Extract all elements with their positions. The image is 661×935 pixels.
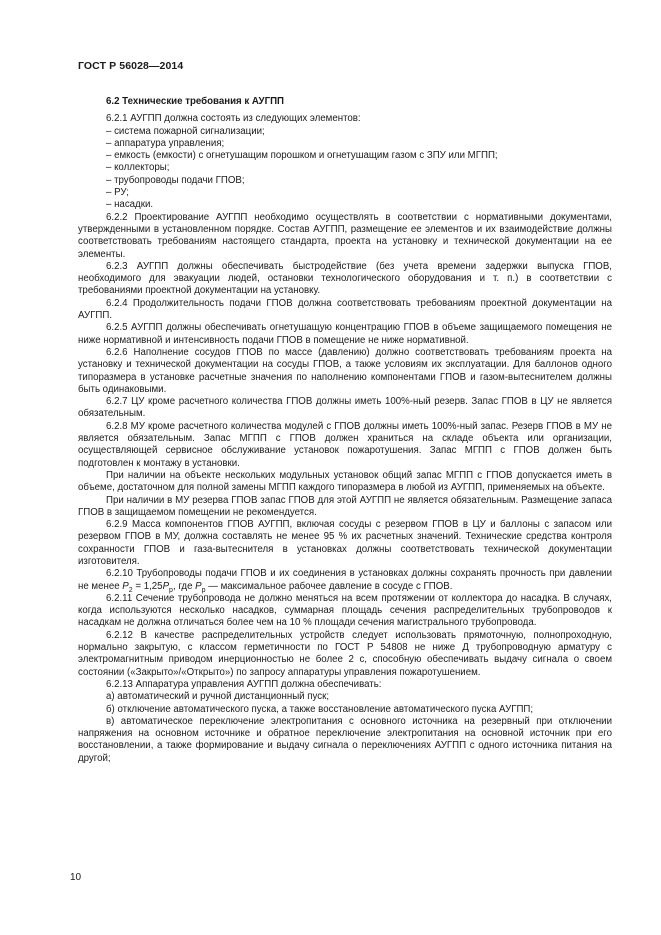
paragraph-6-2-13: 6.2.13 Аппаратура управления АУГПП должна обеспечивать: <box>106 678 382 690</box>
text-fragment: — максимальное рабочее давление в сосуде с ГПОВ. <box>205 580 453 592</box>
paragraph-6-2-12: 6.2.12 В качестве распределительных устройств следует использовать прямоточную, полнопроходную, нормально закрытую, с классом герметичности по ГОСТ Р 54808 не ниже Д трубопроводную арматуру с электромагнитным приводом инерционностью не более 2 с, способную обеспечивать выдачу сигнала о своем состоянии («Закрыто»/«Открыто») по запросу аппаратуры управления пожаротушением. <box>78 629 612 678</box>
list-item: – аппаратура управления; <box>106 137 225 149</box>
list-item-a: а) автоматический и ручной дистанционный пуск; <box>106 691 330 703</box>
paragraph-6-2-9: 6.2.9 Масса компонентов ГПОВ АУГПП, включая сосуды с резервом ГПОВ в ЦУ и баллоны с запасом или резервом ГПОВ в МУ, должна составлять не менее 95 % их расчетных значений. Технические средства контроля сохранности ГПОВ и газа-вытеснителя в установках должны соответствовать технической документации изготовителя. <box>78 519 612 567</box>
list-item: – трубопроводы подачи ГПОВ; <box>106 174 245 186</box>
paragraph-6-2-11: 6.2.11 Сечение трубопровода не должно меняться на всем протяжении от коллектора до насадка. В случаях, когда используются несколько насадков, суммарная площадь сечения распределительных трубопроводов к насадкам не должна отличаться более чем на 10 % площади сечения магистрального трубопровода. <box>78 592 612 629</box>
list-item: – система пожарной сигнализации; <box>106 125 265 137</box>
document-body <box>78 96 612 765</box>
text-fragment: 6.2.10 Трубопроводы подачи ГПОВ и их соединения в установках должны сохранять прочность при давлении не менее <box>78 568 612 592</box>
paragraph-6-2-5: 6.2.5 АУГПП должны обеспечивать огнетушащую концентрацию ГПОВ в объеме защищаемого помещения не ниже нормативной и интенсивность подачи ГПОВ в помещение не ниже нормативной. <box>78 322 612 346</box>
list-item: – емкость (емкости) с огнетушащим порошком и огнетушащим газом с ЗПУ или МГПП; <box>106 150 498 162</box>
subscript: р <box>201 586 206 594</box>
paragraph-6-2-8: 6.2.8 МУ кроме расчетного количества модулей с ГПОВ должны иметь 100%-ный запас. Резерв ГПОВ в МУ не является обязательным. Запас МГПП с ГПОВ должен храниться на складе объекта или организации, осуществляющей сервисное обслуживание установок пожаротушения. Запас МГПП с ГПОВ должен быть подготовлен к монтажу в установки. <box>78 420 612 469</box>
page-number: 10 <box>70 872 82 883</box>
list-item: – коллекторы; <box>106 162 170 174</box>
document-header: ГОСТ Р 56028—2014 <box>78 60 184 72</box>
section-title: 6.2 Технические требования к АУГПП <box>106 96 285 107</box>
list-item-b: б) отключение автоматического пуска, а также восстановление автоматического пуска АУГПП; <box>106 703 534 715</box>
subscript: р <box>169 586 173 594</box>
pressure-symbol: P <box>195 580 202 592</box>
list-item-c: в) автоматическое переключение электропитания с основного источника на резервный при отключении напряжения на основном источнике и обратное переключение электропитания на основной источник при его восстановлении, а также формирование и выдачу сигнала о переключениях АУГПП с одного источника питания на другой; <box>78 715 612 764</box>
paragraph-6-2-1: 6.2.1 АУГПП должна состоять из следующих элементов: <box>106 113 361 125</box>
text-fragment: , где <box>172 580 196 592</box>
paragraph-6-2-7: 6.2.7 ЦУ кроме расчетного количества ГПОВ должны иметь 100%-ный резерв. Запас ГПОВ в ЦУ не является обязательным. <box>78 396 612 420</box>
list-item: – насадки. <box>106 199 154 211</box>
paragraph-6-2-8-reserve: При наличии на объекте нескольких модульных установок общий запас МГПП с ГПОВ допускается иметь в объеме, достаточном для полной замены МГПП каждого типоразмера в любой из АУГПП, применяемых на объекте. <box>78 469 612 494</box>
paragraph-6-2-8-placement: При наличии в МУ резерва ГПОВ запас ГПОВ для этой АУГПП не является обязательным. Размещение запаса ГПОВ в защищаемом помещении не рекомендуется. <box>78 494 612 518</box>
paragraph-6-2-3: 6.2.3 АУГПП должны обеспечивать быстродействие (без учета времени задержки выпуска ГПОВ, необходимого для эвакуации людей, остановки технологического оборудования и т. п.) в соответствии с требованиями проектной документации на установку. <box>78 260 612 297</box>
pressure-symbol: P <box>122 580 129 592</box>
subscript: 2 <box>128 586 133 594</box>
paragraph-6-2-2: 6.2.2 Проектирование АУГПП необходимо осуществлять в соответствии с нормативными документами, утвержденными в установленном порядке. Состав АУГПП, размещение ее элементов и их взаимодействие должны соответствовать требованиям настоящего стандарта, проекта на установку и технической документации на ее элементы. <box>78 211 612 260</box>
paragraph-6-2-4: 6.2.4 Продолжительность подачи ГПОВ должна соответствовать требованиям проектной документации на АУГПП. <box>78 297 612 322</box>
text-fragment: = 1,25 <box>132 580 163 592</box>
pressure-symbol: P <box>162 580 170 592</box>
paragraph-6-2-6: 6.2.6 Наполнение сосудов ГПОВ по массе (давлению) должно соответствовать требованиям проекта на установку и технической документации на сосуды ГПОВ, а также условиям их эксплуатации. Для баллонов одного типоразмера в установке расчетные значения по наполнению компонентами ГПОВ и газом-вытеснителем должны быть одинаковыми. <box>78 346 612 395</box>
list-item: – РУ; <box>106 187 129 199</box>
paragraph-6-2-10 <box>78 568 612 593</box>
